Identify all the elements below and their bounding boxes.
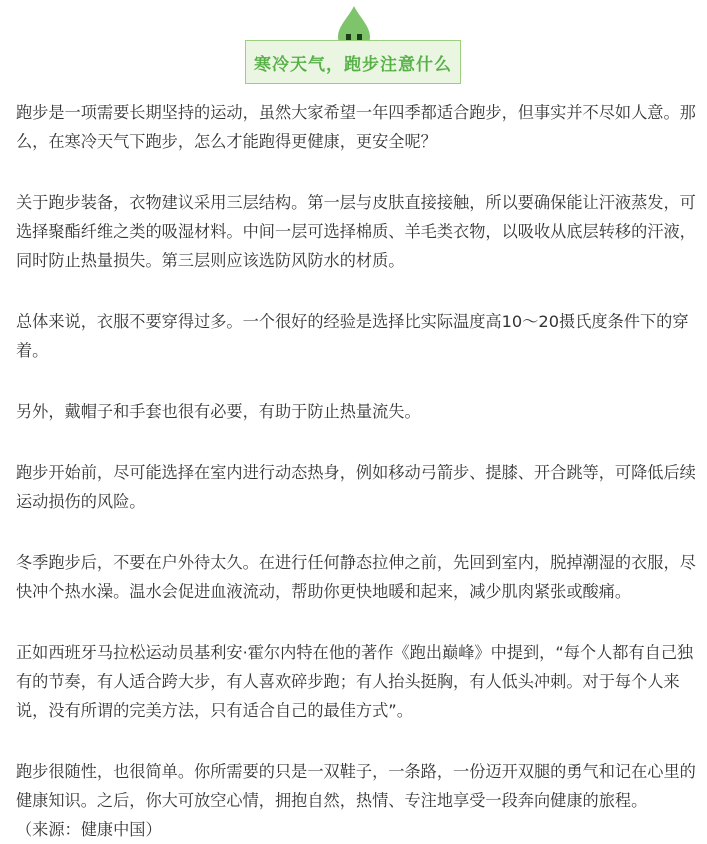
paragraph-conclusion: 跑步很随性，也很简单。你所需要的只是一双鞋子，一条路，一份迈开双腿的勇气和记在心里的健康知识。之后，你大可放空心情，拥抱自然，热情、专注地享受一段奔向健康的旅程。	[16, 762, 696, 810]
paragraph-spacer	[16, 426, 696, 458]
paragraph-quote: 正如西班牙马拉松运动员基利安·霍尔内特在他的著作《跑出巅峰》中提到，“每个人都有自己独有的节奏，有人适合跨大步，有人喜欢碎步跑；有人抬头挺胸，有人低头冲刺。对于每个人来说，没有所谓的完美方法，只有适合自己的最佳方式”。	[16, 643, 694, 720]
paragraph-spacer	[16, 516, 696, 548]
paragraph-hat-gloves: 另外，戴帽子和手套也很有必要，有助于防止热量流失。	[16, 402, 421, 421]
article-source: （来源：健康中国）	[16, 820, 162, 839]
article-title-box	[245, 40, 461, 84]
paragraph-spacer	[16, 725, 696, 757]
paragraph-clothing-amount: 总体来说，衣服不要穿得过多。一个很好的经验是选择比实际温度高10～20摄氏度条件下的穿着。	[16, 312, 689, 360]
paragraph-warmup: 跑步开始前，尽可能选择在室内进行动态热身，例如移动弓箭步、提膝、开合跳等，可降低后续运动损伤的风险。	[16, 463, 696, 511]
paragraph-gear: 关于跑步装备，衣物建议采用三层结构。第一层与皮肤直接接触，所以要确保能让汗液蒸发，可选择聚酯纤维之类的吸湿材料。中间一层可选择棉质、羊毛类衣物，以吸收从底层转移的汗液，同时防止热量损失。第三层则应该选防风防水的材质。	[16, 193, 696, 270]
paragraph-after-run: 冬季跑步后，不要在户外待太久。在进行任何静态拉伸之前，先回到室内，脱掉潮湿的衣服，尽快冲个热水澡。温水会促进血液流动，帮助你更快地暖和起来，减少肌肉紧张或酸痛。	[16, 553, 696, 601]
paragraph-spacer	[16, 156, 696, 188]
article-header	[0, 0, 707, 90]
article-title: 寒冷天气，跑步注意什么	[254, 54, 452, 75]
article-body	[16, 98, 696, 844]
paragraph-spacer	[16, 606, 696, 638]
paragraph-intro: 跑步是一项需要长期坚持的运动，虽然大家希望一年四季都适合跑步，但事实并不尽如人意。那么，在寒冷天气下跑步，怎么才能跑得更健康，更安全呢？	[16, 103, 696, 151]
paragraph-spacer	[16, 275, 696, 307]
paragraph-spacer	[16, 365, 696, 397]
